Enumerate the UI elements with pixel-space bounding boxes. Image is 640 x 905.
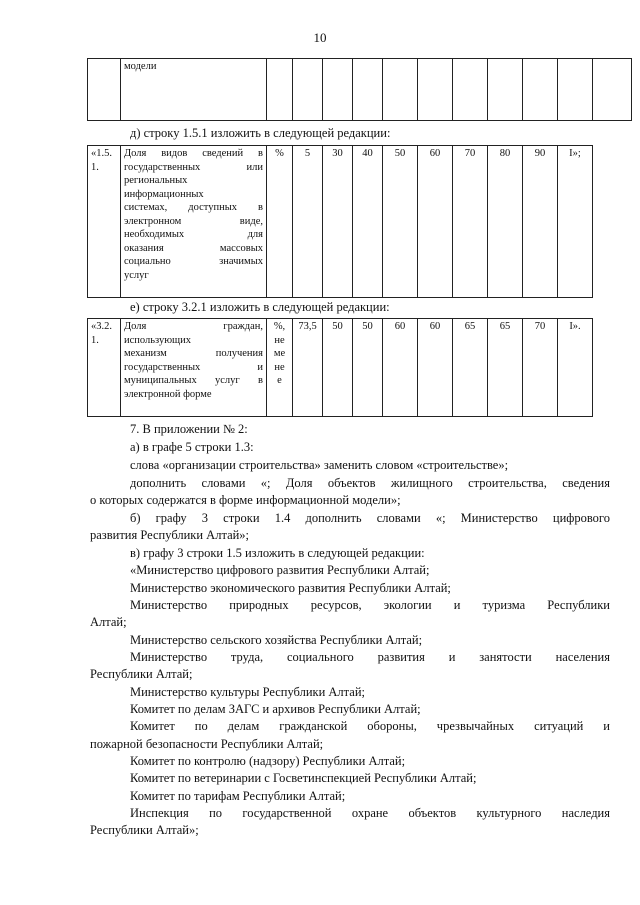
row-value: 60 — [418, 319, 453, 417]
row-unit: % — [267, 146, 293, 298]
paragraph: слова «организации строительства» заменить словом «строительстве»; — [130, 458, 509, 472]
row-value: 30 — [323, 146, 353, 298]
subitem-e: е) строку 3.2.1 изложить в следующей редакции: — [130, 300, 390, 314]
page-number: 10 — [313, 30, 327, 45]
row-value: 5 — [293, 146, 323, 298]
subitem-d: д) строку 1.5.1 изложить в следующей редакции: — [130, 126, 391, 140]
row-value: 50 — [323, 319, 353, 417]
paragraph: Министерство культуры Республики Алтай; — [130, 685, 365, 699]
table-row — [88, 146, 632, 298]
row-value: 70 — [523, 319, 558, 417]
row-value: 73,5 — [293, 319, 323, 417]
paragraph: Министерство природных ресурсов, экологии и туризма Республики — [130, 598, 610, 612]
paragraph: Комитет по тарифам Республики Алтай; — [130, 789, 346, 803]
row-value: 65 — [488, 319, 523, 417]
table-row-1-5-1 — [87, 145, 632, 298]
paragraph: Министерство экономического развития Республики Алтай; — [130, 581, 451, 595]
paragraph: Комитет по ветеринарии с Госветинспекцией Республики Алтай; — [130, 771, 477, 785]
row-value: 40 — [353, 146, 383, 298]
row-value: 60 — [383, 319, 418, 417]
row-level: I»; — [558, 146, 593, 298]
paragraph: а) в графе 5 строки 1.3: — [130, 440, 254, 454]
paragraph: пожарной безопасности Республики Алтай; — [90, 737, 324, 751]
paragraph: Комитет по делам гражданской обороны, чрезвычайных ситуаций и — [130, 719, 610, 733]
row-value: 80 — [488, 146, 523, 298]
row-value: 90 — [523, 146, 558, 298]
paragraph: б) графу 3 строки 1.4 дополнить словами «; Министерство цифрового — [130, 511, 610, 525]
row-unit: %, не ме не е — [267, 319, 293, 417]
row-desc: модели — [121, 59, 267, 121]
paragraph: Алтай; — [90, 615, 127, 629]
paragraph: Министерство сельского хозяйства Республики Алтай; — [130, 633, 423, 647]
row-level: I». — [558, 319, 593, 417]
row-code: «3.2. 1. — [88, 319, 121, 417]
paragraph: Комитет по делам ЗАГС и архивов Республики Алтай; — [130, 702, 421, 716]
paragraph: «Министерство цифрового развития Республики Алтай; — [130, 563, 430, 577]
paragraph: в) графу 3 строки 1.5 изложить в следующей редакции: — [130, 546, 425, 560]
table-top-fragment — [87, 58, 632, 121]
row-code: «1.5. 1. — [88, 146, 121, 298]
table-row — [88, 319, 632, 417]
paragraph: о которых содержатся в форме информационной модели»; — [90, 493, 401, 507]
row-value: 65 — [453, 319, 488, 417]
paragraph: Министерство труда, социального развития и занятости населения — [130, 650, 610, 664]
table-row-3-2-1 — [87, 318, 632, 417]
table-row — [88, 59, 632, 121]
paragraph: развития Республики Алтай»; — [90, 528, 250, 542]
paragraph: Республики Алтай; — [90, 667, 193, 681]
row-value: 50 — [383, 146, 418, 298]
paragraph: дополнить словами «; Доля объектов жилищного строительства, сведения — [130, 476, 610, 490]
paragraph: Инспекция по государственной охране объектов культурного наследия — [130, 806, 610, 820]
row-desc: Доля граждан, использующих механизм получения государственных и муниципальных услуг в электронной форме — [121, 319, 267, 417]
row-desc: Доля видов сведений в государственных или региональных информационных системах, доступных в электронном виде, необходимых для оказания массовых социально значимых услуг — [121, 146, 267, 298]
row-value: 50 — [353, 319, 383, 417]
paragraph: 7. В приложении № 2: — [130, 422, 248, 436]
paragraph: Комитет по контролю (надзору) Республики Алтай; — [130, 754, 406, 768]
row-value: 70 — [453, 146, 488, 298]
row-value: 60 — [418, 146, 453, 298]
paragraph: Республики Алтай»; — [90, 823, 199, 837]
